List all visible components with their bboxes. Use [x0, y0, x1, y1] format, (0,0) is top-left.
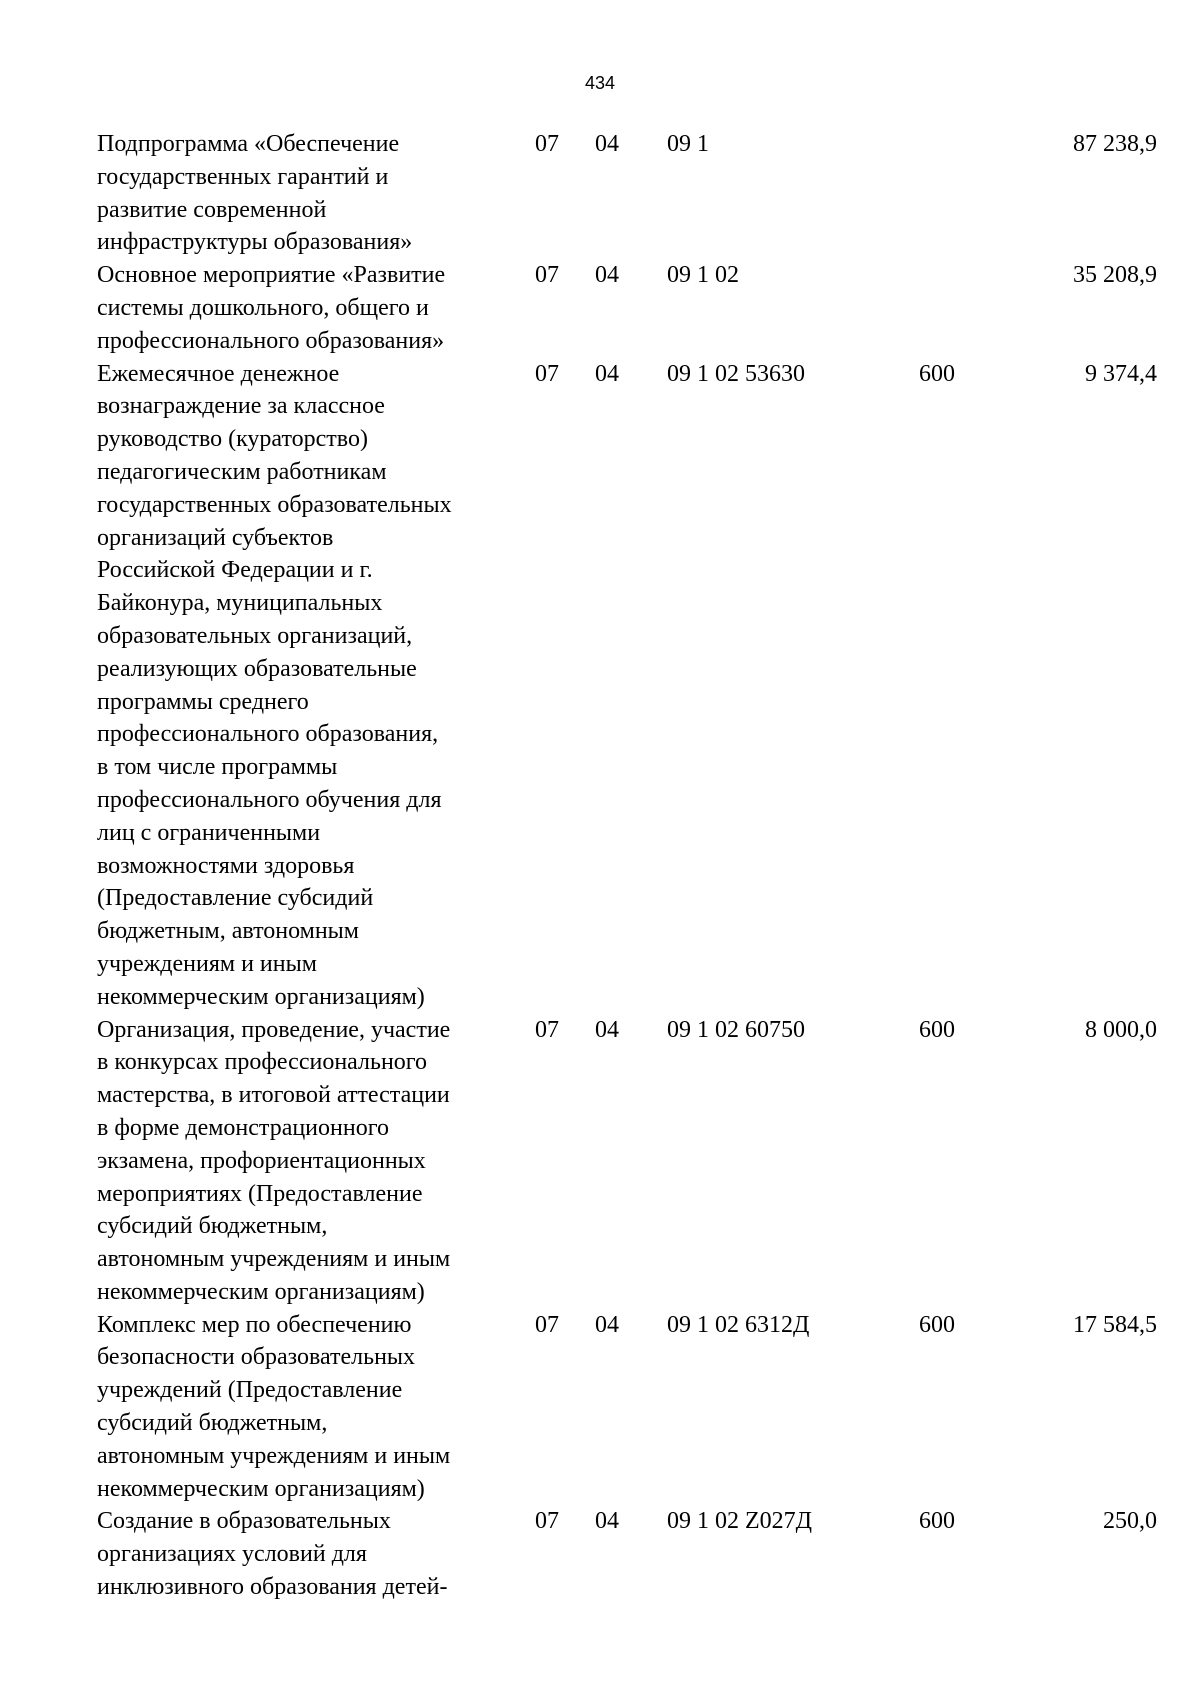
row-subsection-code: 04 [595, 262, 619, 289]
row-subsection-code: 04 [595, 1016, 619, 1043]
row-section-code: 07 [535, 1016, 559, 1043]
budget-table [97, 128, 1157, 1604]
row-subsection-code: 04 [595, 131, 619, 157]
row-section-code: 07 [535, 360, 559, 387]
table-row [97, 259, 1157, 357]
row-amount: 8 000,0 [1085, 1016, 1157, 1043]
table-row [97, 1309, 1157, 1506]
row-amount: 35 208,9 [1073, 262, 1157, 289]
row-expense-type-code: 600 [919, 1311, 955, 1338]
row-section-code: 07 [535, 1311, 559, 1338]
row-section-code: 07 [535, 131, 559, 157]
row-expense-type-code: 600 [919, 1016, 955, 1043]
row-target-article-code: 09 1 02 Z027Д [667, 1508, 813, 1535]
row-subsection-code: 04 [595, 1508, 619, 1535]
row-name: Основное мероприятие «Развитие системы дошкольного, общего и профессионального образования» [97, 262, 446, 354]
row-name: Комплекс мер по обеспечению безопасности образовательных учреждений (Предоставление субсидий бюджетным, автономным учреждениям и иным некоммерческим организациям) [97, 1311, 451, 1502]
table-row [97, 1014, 1157, 1309]
row-amount: 9 374,4 [1085, 360, 1157, 387]
row-amount: 87 238,9 [1073, 131, 1157, 157]
row-amount: 17 584,5 [1073, 1311, 1157, 1338]
table-row [97, 128, 1157, 259]
table-row [97, 358, 1157, 1014]
row-name: Подпрограмма «Обеспечение государственных гарантий и развитие современной инфраструктуры образования» [97, 131, 413, 256]
row-section-code: 07 [535, 262, 559, 289]
row-subsection-code: 04 [595, 360, 619, 387]
row-section-code: 07 [535, 1508, 559, 1535]
row-name: Организация, проведение, участие в конкурсах профессионального мастерства, в итоговой аттестации в форме демонстрационного экзамена, профориентационных мероприятиях (Предоставление субсидий бюджетным, автономным учреждениям и иным некоммерческим организациям) [97, 1016, 451, 1305]
row-target-article-code: 09 1 02 53630 [667, 360, 805, 387]
row-amount: 250,0 [1103, 1508, 1157, 1535]
row-expense-type-code: 600 [919, 1508, 955, 1535]
row-subsection-code: 04 [595, 1311, 619, 1338]
table-row [97, 1505, 1157, 1603]
row-expense-type-code: 600 [919, 360, 955, 387]
page-number: 434 [584, 73, 616, 93]
row-name: Ежемесячное денежное вознаграждение за классное руководство (кураторство) педагогическим работникам государственных образовательных организаций субъектов Российской Федерации и г. Байконура, муниципальных образовательных организаций, реализующих образовательные программы среднего профессионального образования, в том числе программы профессионального обучения для лиц с ограниченными возможностями здоровья (Предоставление субсидий бюджетным, автономным учреждениям и иным некоммерческим организациям) [97, 360, 452, 1010]
row-target-article-code: 09 1 02 [667, 262, 739, 289]
row-target-article-code: 09 1 02 60750 [667, 1016, 805, 1043]
row-name: Создание в образовательных организациях условий для инклюзивного образования детей- [97, 1508, 448, 1601]
row-target-article-code: 09 1 [667, 131, 709, 157]
row-target-article-code: 09 1 02 6312Д [667, 1311, 810, 1338]
